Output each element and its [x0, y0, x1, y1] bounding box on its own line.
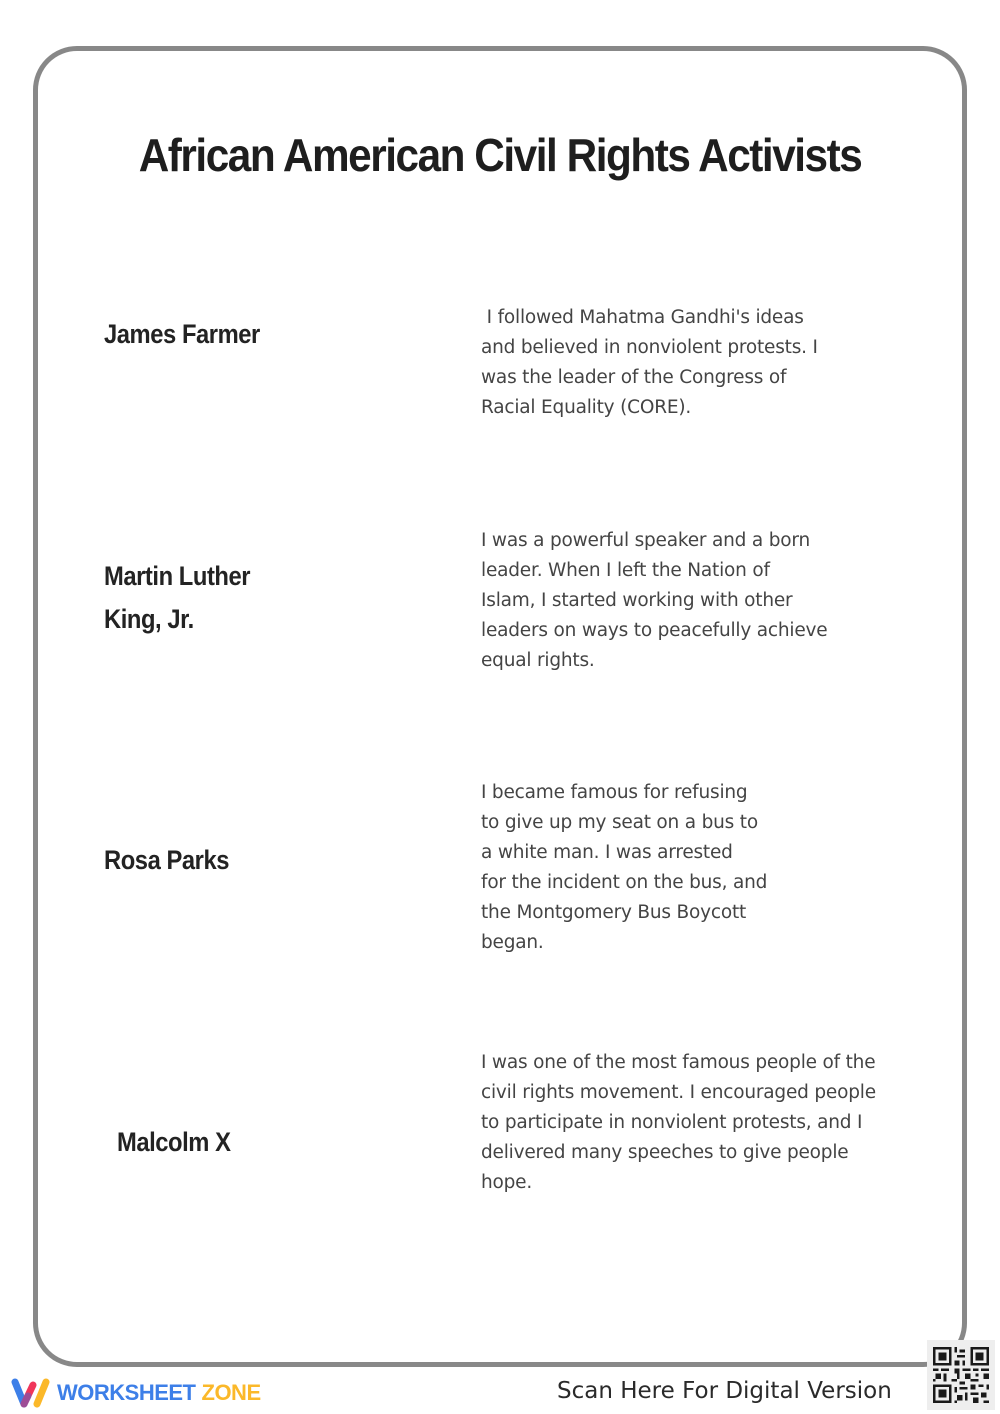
description-line: civil rights movement. I encouraged people: [481, 1082, 876, 1103]
description-line: Racial Equality (CORE).: [481, 397, 692, 418]
activist-description-martin-luther-king-jr: [481, 526, 827, 676]
description-line: I became famous for refusing: [481, 782, 748, 803]
description-line: began.: [481, 932, 544, 953]
description-line: Islam, I started working with other: [481, 590, 793, 611]
activist-name-rosa-parks: [104, 839, 229, 882]
scan-digital-version-label: Scan Here For Digital Version: [557, 1378, 892, 1404]
description-line: delivered many speeches to give people: [481, 1142, 849, 1163]
brand-name-zone: ZONE: [201, 1380, 261, 1405]
worksheet-zone-logo-icon: [10, 1376, 52, 1410]
name-line: Martin Luther: [104, 561, 251, 591]
description-line: and believed in nonviolent protests. I: [481, 337, 818, 358]
activist-name-malcolm-x: [117, 1121, 231, 1164]
description-line: was the leader of the Congress of: [481, 367, 787, 388]
description-line: equal rights.: [481, 650, 595, 671]
name-line: Malcolm X: [117, 1127, 231, 1157]
name-line: James Farmer: [104, 319, 260, 349]
name-line: Rosa Parks: [104, 845, 230, 875]
description-line: leader. When I left the Nation of: [481, 560, 770, 581]
activist-name-james-farmer: [104, 313, 260, 356]
activist-description-rosa-parks: [481, 778, 767, 958]
description-line: to participate in nonviolent protests, and I: [481, 1112, 863, 1133]
description-line: I followed Mahatma Gandhi's ideas: [481, 307, 804, 328]
qr-code-icon: [933, 1346, 989, 1404]
name-line: King, Jr.: [104, 604, 194, 634]
activist-name-martin-luther-king-jr: [104, 555, 250, 641]
description-line: leaders on ways to peacefully achieve: [481, 620, 828, 641]
description-line: a white man. I was arrested: [481, 842, 733, 863]
activist-description-malcolm-x: [481, 1048, 876, 1198]
description-line: hope.: [481, 1172, 533, 1193]
worksheet-zone-logo[interactable]: [10, 1376, 261, 1410]
description-line: I was a powerful speaker and a born: [481, 530, 810, 551]
description-line: to give up my seat on a bus to: [481, 812, 758, 833]
description-line: for the incident on the bus, and: [481, 872, 768, 893]
brand-name-worksheet: WORKSHEET: [57, 1380, 196, 1405]
description-line: I was one of the most famous people of the: [481, 1052, 876, 1073]
qr-code[interactable]: [927, 1340, 995, 1410]
worksheet-title: African American Civil Rights Activists: [138, 129, 862, 181]
description-line: the Montgomery Bus Boycott: [481, 902, 747, 923]
activist-description-james-farmer: [481, 303, 818, 423]
